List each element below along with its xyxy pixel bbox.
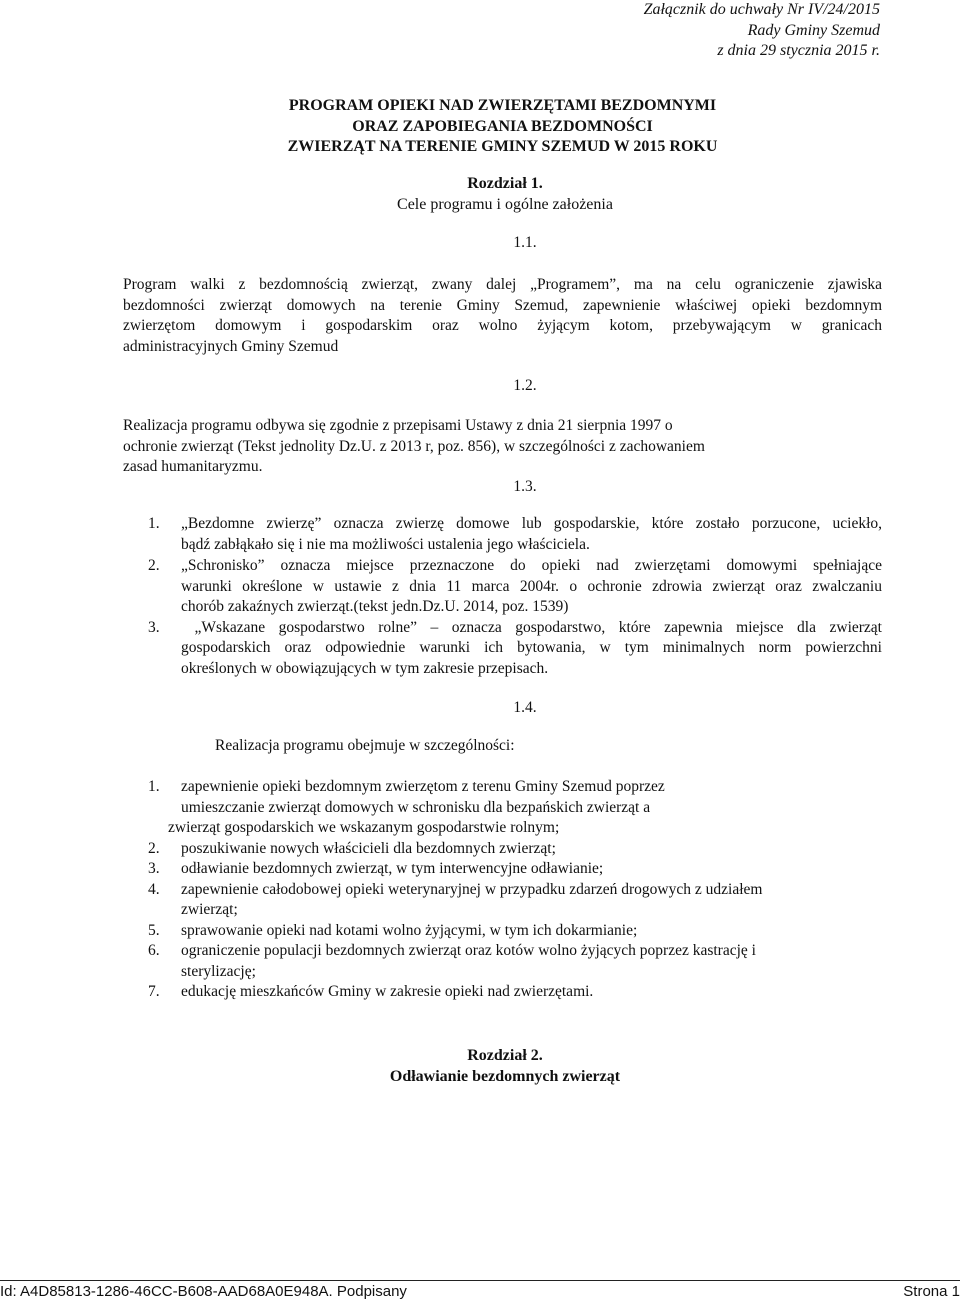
document-title [0,96,960,158]
list-item-text: warunki określone w ustawie z dnia 11 marca 2004r. o ochronie zdrowia zwierząt oraz zwalczaniu [181,577,882,595]
list-item-text: zwierząt gospodarskich we wskazanym gospodarstwie rolnym; [168,819,560,836]
document-id: Id: A4D85813-1286-46CC-B608-AAD68A0E948A. Podpisany [0,1283,407,1300]
paragraph-1-2-line: ochronie zwierząt (Tekst jednolity Dz.U. z 2013 r, poz. 856), w szczególności z zachowaniem [123,437,705,455]
list-item [148,618,882,680]
paragraph-1-1 [123,275,882,357]
list-item-text: „Bezdomne zwierzę” oznacza zwierzę domowe lub gospodarskie, które zostało porzucone, uciekło, [181,515,882,532]
list-item-text: zapewnienie całodobowej opieki weterynaryjnej w przypadku zdarzeń drogowych z udziałem [181,880,763,898]
header-attachment-line: Załącznik do uchwały Nr IV/24/2015 [643,1,880,18]
chapter-2-label: Rozdział 2. [467,1047,543,1064]
list-item-number: 4. [148,880,160,898]
paragraph-1-1-line: administracyjnych Gminy Szemud [123,337,339,355]
chapter-1-name: Cele programu i ogólne założenia [397,195,613,213]
list-item-text: umieszczanie zwierząt domowych w schronisku dla bezpańskich zwierząt a [181,798,651,816]
list-item [148,982,868,1003]
list-item-text: chorób zakaźnych zwierząt.(tekst jedn.Dz.U. 2014, poz. 1539) [181,598,569,615]
section-number-1-2: 1.2. [513,377,537,394]
chapter-2-heading [0,1046,960,1087]
section-number-1-1: 1.1. [513,234,537,251]
paragraph-1-2 [123,416,803,478]
list-item-number: 1. [148,778,160,795]
header-date-line: z dnia 29 stycznia 2015 r. [717,42,880,59]
list-item-text: bądź zabłąkało się i nie ma możliwości ustalenia jego właściciela. [181,535,590,553]
list-item-text: „Wskazane gospodarstwo rolne” – oznacza gospodarstwo, które zapewnia miejsce dla zwierząt [181,618,882,636]
list-item [148,941,868,982]
paragraph-1-1-line: bezdomności zwierząt domowych na terenie Gminy Szemud, zapewnienie właściwej opieki bezdomnym [123,296,882,314]
list-item [148,556,882,618]
list-item-text: poszukiwanie nowych właścicieli dla bezdomnych zwierząt; [181,839,556,857]
page-footer [0,1280,960,1301]
list-item-text: zapewnienie opieki bezdomnym zwierzętom z terenu Gminy Szemud poprzez [181,778,665,795]
definitions-list [148,514,882,679]
list-item-number: 2. [148,557,160,574]
list-item [148,777,868,818]
paragraph-1-2-line: Realizacja programu odbywa się zgodnie z przepisami Ustawy z dnia 21 sierpnia 1997 o [123,417,673,434]
chapter-1-heading [0,174,960,215]
list-item-text: sprawowanie opieki nad kotami wolno żyjącymi, w tym ich dokarmianie; [181,921,638,939]
list-item-text: sterylizację; [181,962,256,980]
list-item-number: 5. [148,921,160,939]
list-item-text: określonych w obowiązujących w tym zakresie przepisach. [181,659,549,677]
page-number: Strona 1 [903,1283,960,1300]
list-item-text: ograniczenie populacji bezdomnych zwierząt oraz kotów wolno żyjących poprzez kastrację i [181,942,756,959]
list-item-number: 3. [148,860,160,877]
title-line-2: ORAZ ZAPOBIEGANIA BEZDOMNOŚCI [352,117,653,135]
list-item [148,859,868,880]
title-line-1: PROGRAM OPIEKI NAD ZWIERZĘTAMI BEZDOMNYMI [288,97,717,114]
list-item-number: 7. [148,983,160,1000]
document-header [500,0,880,62]
chapter-1-label: Rozdział 1. [467,175,543,192]
paragraph-1-1-line: Program walki z bezdomnością zwierząt, zwany dalej „Programem”, ma na celu ograniczenie zjawiska [123,276,882,293]
list-item [148,514,882,555]
list-item [148,880,868,921]
section-number-1-4: 1.4. [513,699,537,716]
title-line-3: ZWIERZĄT NA TERENIE GMINY SZEMUD W 2015 ROKU [287,138,718,155]
list-item-number: 3. [148,618,160,636]
list-item-number: 2. [148,839,160,857]
paragraph-1-1-line: zwierzętom domowym i gospodarskim oraz wolno żyjącym kotom, przebywającym w granicach [123,317,882,334]
list-item [148,921,868,942]
list-item [148,839,868,860]
list-item-number: 6. [148,942,160,959]
header-council-line: Rady Gminy Szemud [747,21,880,39]
section-number-1-3: 1.3. [513,478,537,495]
list-item-text: odławianie bezdomnych zwierząt, w tym interwencyjne odławianie; [181,860,604,877]
scope-list [148,777,868,1003]
list-item-number: 1. [148,515,160,532]
list-item-text: „Schronisko” oznacza miejsce przeznaczone do opieki nad zwierzętami domowymi spełniające [181,557,882,574]
paragraph-1-2-line: zasad humanitaryzmu. [123,458,263,475]
scope-intro: Realizacja programu obejmuje w szczególności: [215,737,515,754]
list-item-text: zwierząt; [181,901,238,918]
list-item-text: edukację mieszkańców Gminy w zakresie opieki nad zwierzętami. [181,983,594,1000]
chapter-2-name: Odławianie bezdomnych zwierząt [389,1067,621,1085]
list-item-text: gospodarskich oraz odpowiednie warunki ich bytowania, w tym minimalnych norm powierzchni [181,639,882,656]
